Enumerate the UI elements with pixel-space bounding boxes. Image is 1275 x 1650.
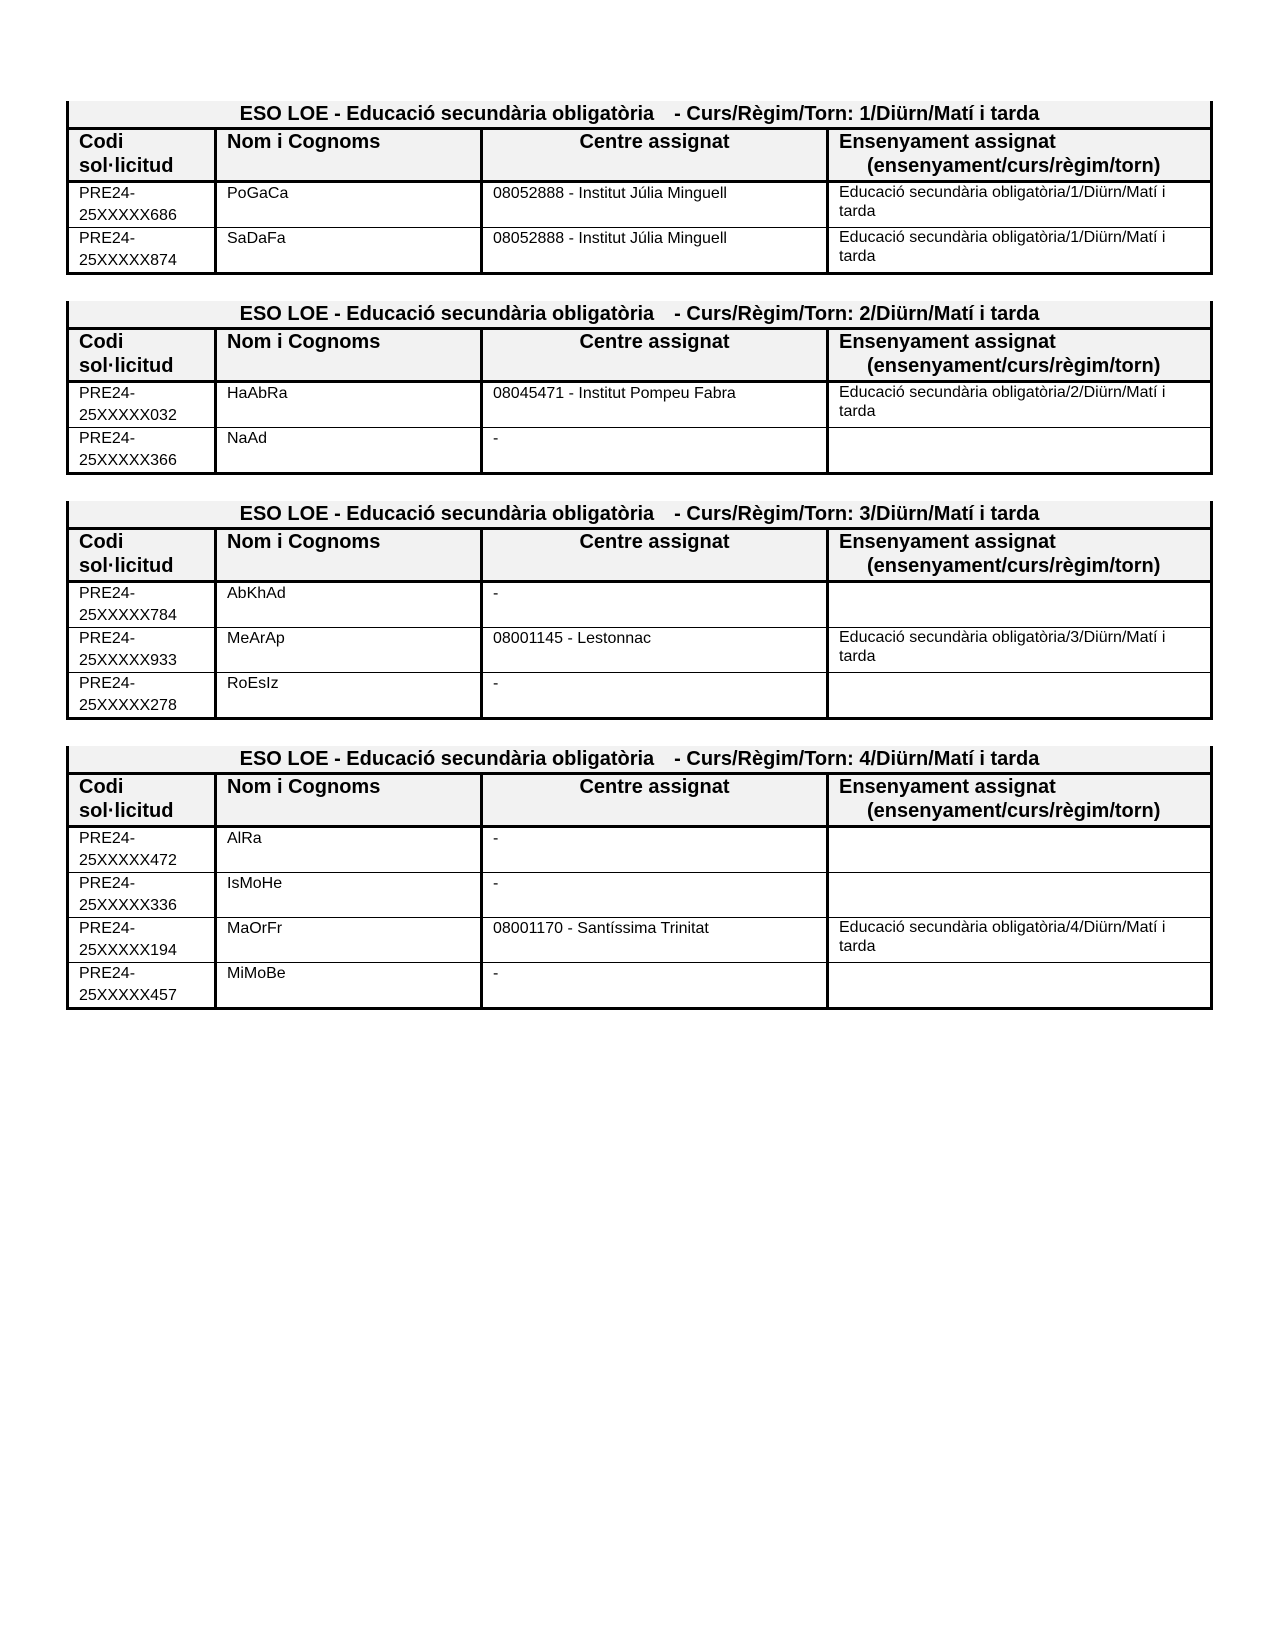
table-row: [68, 428, 1212, 474]
cell-centre: 08001170 - Santíssima Trinitat: [482, 918, 828, 963]
cell-nom: AbKhAd: [216, 582, 482, 628]
table-row: [68, 918, 1212, 963]
cell-centre: 08045471 - Institut Pompeu Fabra: [482, 382, 828, 428]
cell-codi: PRE24- 25XXXXX457: [68, 963, 216, 1009]
table-title: ESO LOE - Educació secundària obligatòria - Curs/Règim/Torn: 4/Diürn/Matí i tarda: [68, 746, 1212, 774]
header-codi: Codi sol·licitud: [68, 329, 216, 382]
cell-codi: PRE24- 25XXXXX686: [68, 182, 216, 228]
header-nom: Nom i Cognoms: [216, 774, 482, 827]
header-centre: Centre assignat: [482, 329, 828, 382]
cell-nom: MiMoBe: [216, 963, 482, 1009]
header-centre: Centre assignat: [482, 774, 828, 827]
header-nom: Nom i Cognoms: [216, 329, 482, 382]
cell-nom: RoEsIz: [216, 673, 482, 719]
table-row: [68, 382, 1212, 428]
header-codi: Codi sol·licitud: [68, 774, 216, 827]
cell-ensenyament: Educació secundària obligatòria/3/Diürn/Matí i tarda: [828, 628, 1212, 673]
header-ensenyament: Ensenyament assignat (ensenyament/curs/règim/torn): [828, 774, 1212, 827]
header-centre: Centre assignat: [482, 129, 828, 182]
cell-nom: HaAbRa: [216, 382, 482, 428]
table-row: [68, 182, 1212, 228]
header-codi: Codi sol·licitud: [68, 129, 216, 182]
cell-codi: PRE24- 25XXXXX874: [68, 228, 216, 274]
cell-centre: 08001145 - Lestonnac: [482, 628, 828, 673]
cell-codi: PRE24- 25XXXXX933: [68, 628, 216, 673]
table-row: [68, 827, 1212, 873]
cell-ensenyament: Educació secundària obligatòria/4/Diürn/Matí i tarda: [828, 918, 1212, 963]
cell-ensenyament: [828, 428, 1212, 474]
header-nom: Nom i Cognoms: [216, 129, 482, 182]
cell-centre: -: [482, 673, 828, 719]
cell-ensenyament: Educació secundària obligatòria/1/Diürn/Matí i tarda: [828, 228, 1212, 274]
assignment-table: [66, 301, 1213, 475]
cell-codi: PRE24- 25XXXXX472: [68, 827, 216, 873]
cell-codi: PRE24- 25XXXXX278: [68, 673, 216, 719]
assignment-table-curs-3: [66, 501, 1210, 720]
cell-nom: MaOrFr: [216, 918, 482, 963]
cell-ensenyament: [828, 963, 1212, 1009]
cell-nom: IsMoHe: [216, 873, 482, 918]
table-header-row: [68, 774, 1212, 827]
cell-nom: MeArAp: [216, 628, 482, 673]
table-row: [68, 628, 1212, 673]
table-row: [68, 963, 1212, 1009]
cell-ensenyament: [828, 582, 1212, 628]
cell-ensenyament: [828, 827, 1212, 873]
cell-nom: NaAd: [216, 428, 482, 474]
table-title-row: [68, 746, 1212, 774]
cell-codi: PRE24- 25XXXXX336: [68, 873, 216, 918]
table-title-row: [68, 301, 1212, 329]
cell-nom: PoGaCa: [216, 182, 482, 228]
assignment-table-curs-4: [66, 746, 1210, 1010]
table-title-row: [68, 501, 1212, 529]
table-title: ESO LOE - Educació secundària obligatòria - Curs/Règim/Torn: 1/Diürn/Matí i tarda: [68, 101, 1212, 129]
cell-centre: 08052888 - Institut Júlia Minguell: [482, 228, 828, 274]
header-ensenyament: Ensenyament assignat (ensenyament/curs/règim/torn): [828, 329, 1212, 382]
assignment-table: [66, 101, 1213, 275]
table-row: [68, 228, 1212, 274]
assignment-table-curs-1: [66, 101, 1210, 275]
cell-codi: PRE24- 25XXXXX366: [68, 428, 216, 474]
cell-centre: -: [482, 963, 828, 1009]
table-header-row: [68, 129, 1212, 182]
table-title-row: [68, 101, 1212, 129]
cell-ensenyament: Educació secundària obligatòria/2/Diürn/Matí i tarda: [828, 382, 1212, 428]
cell-centre: -: [482, 428, 828, 474]
header-nom: Nom i Cognoms: [216, 529, 482, 582]
cell-centre: -: [482, 827, 828, 873]
table-title: ESO LOE - Educació secundària obligatòria - Curs/Règim/Torn: 3/Diürn/Matí i tarda: [68, 501, 1212, 529]
cell-ensenyament: Educació secundària obligatòria/1/Diürn/Matí i tarda: [828, 182, 1212, 228]
table-row: [68, 873, 1212, 918]
assignment-table-curs-2: [66, 301, 1210, 475]
header-ensenyament: Ensenyament assignat (ensenyament/curs/règim/torn): [828, 129, 1212, 182]
document-page: [66, 101, 1210, 1036]
cell-codi: PRE24- 25XXXXX032: [68, 382, 216, 428]
cell-centre: -: [482, 873, 828, 918]
table-row: [68, 582, 1212, 628]
assignment-table: [66, 746, 1213, 1010]
header-codi: Codi sol·licitud: [68, 529, 216, 582]
header-centre: Centre assignat: [482, 529, 828, 582]
table-header-row: [68, 329, 1212, 382]
table-row: [68, 673, 1212, 719]
table-header-row: [68, 529, 1212, 582]
header-ensenyament: Ensenyament assignat (ensenyament/curs/règim/torn): [828, 529, 1212, 582]
cell-codi: PRE24- 25XXXXX194: [68, 918, 216, 963]
table-title: ESO LOE - Educació secundària obligatòria - Curs/Règim/Torn: 2/Diürn/Matí i tarda: [68, 301, 1212, 329]
cell-ensenyament: [828, 873, 1212, 918]
assignment-table: [66, 501, 1213, 720]
cell-ensenyament: [828, 673, 1212, 719]
cell-centre: -: [482, 582, 828, 628]
cell-centre: 08052888 - Institut Júlia Minguell: [482, 182, 828, 228]
cell-nom: SaDaFa: [216, 228, 482, 274]
cell-codi: PRE24- 25XXXXX784: [68, 582, 216, 628]
cell-nom: AlRa: [216, 827, 482, 873]
